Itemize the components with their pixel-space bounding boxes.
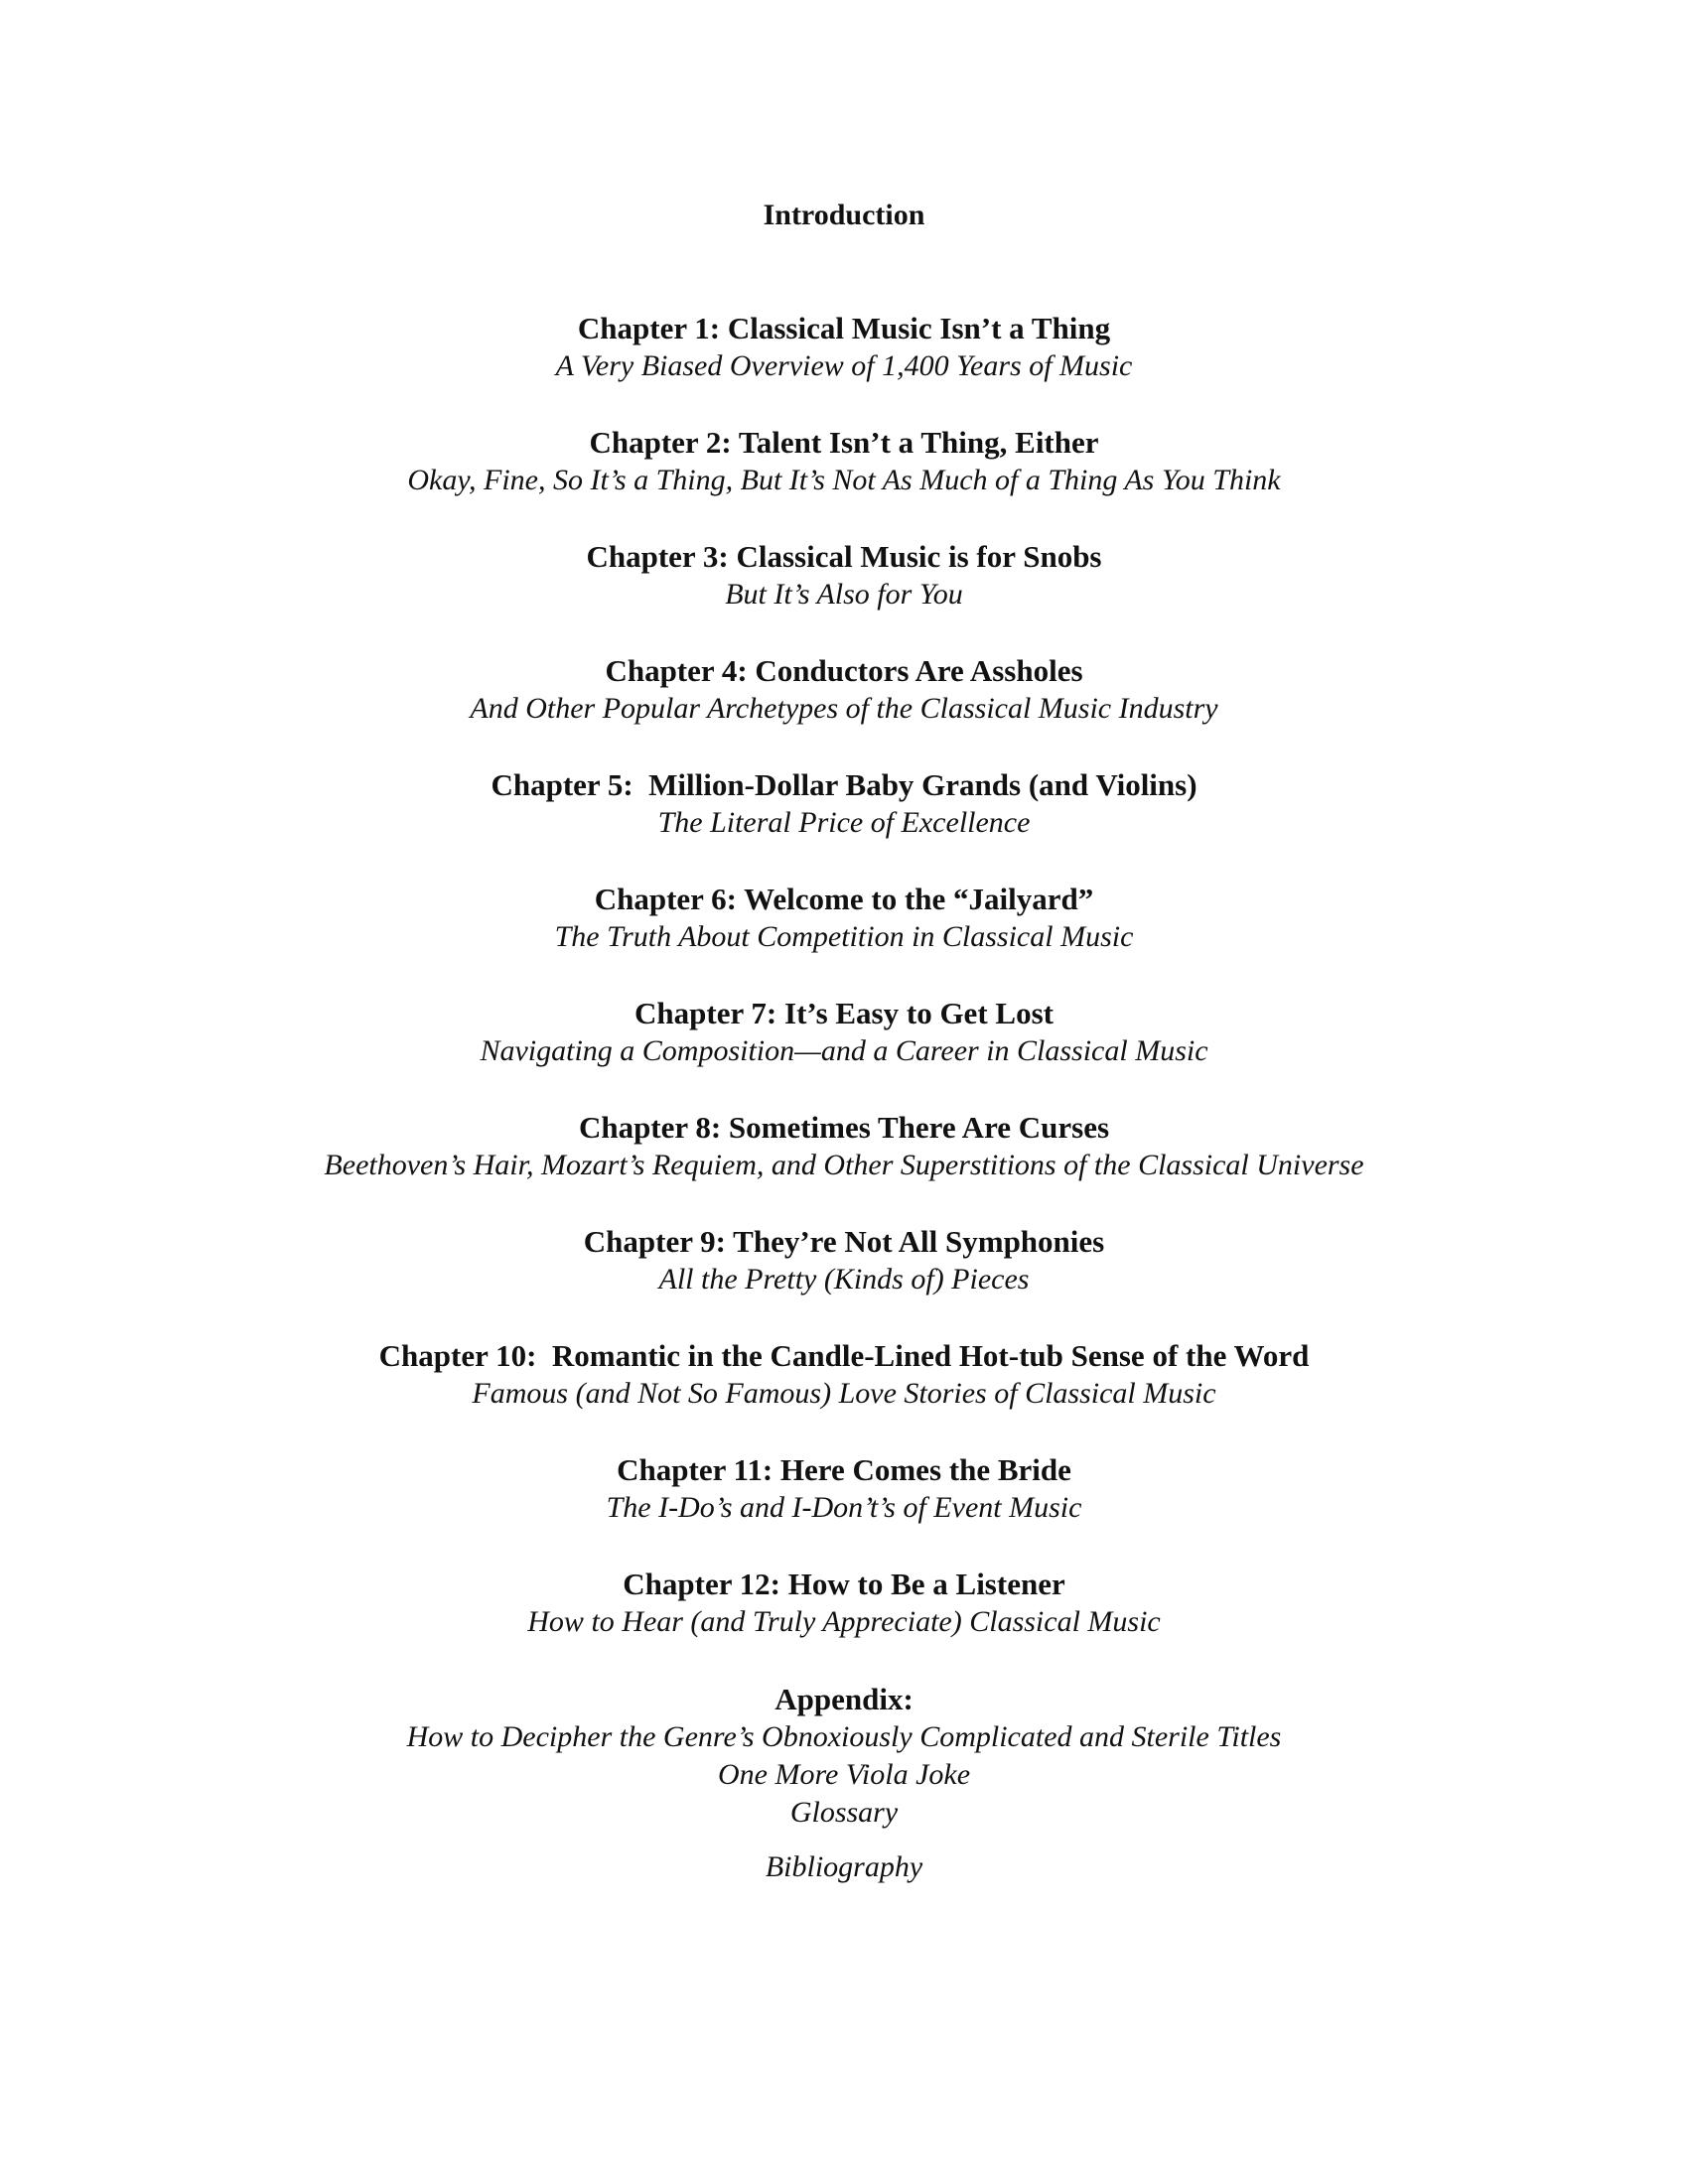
chapter-entry-5 bbox=[0, 766, 1688, 881]
chapter-title: Chapter 2: Talent Isn’t a Thing, Either bbox=[589, 425, 1099, 460]
chapter-entry-8 bbox=[0, 1109, 1688, 1223]
appendix-item: One More Viola Joke bbox=[717, 1758, 971, 1791]
chapter-list bbox=[0, 310, 1688, 1680]
chapter-subtitle: A Very Biased Overview of 1,400 Years of Music bbox=[555, 349, 1133, 382]
chapter-title: Chapter 10: Romantic in the Candle-Lined Hot-tub Sense of the Word bbox=[378, 1338, 1310, 1373]
chapter-entry-2 bbox=[0, 424, 1688, 538]
chapter-title: Chapter 8: Sometimes There Are Curses bbox=[578, 1110, 1110, 1145]
chapter-title: Chapter 12: How to Be a Listener bbox=[623, 1567, 1065, 1601]
chapter-subtitle: Navigating a Composition—and a Career in Classical Music bbox=[480, 1034, 1208, 1067]
chapter-subtitle: Famous (and Not So Famous) Love Stories of Classical Music bbox=[472, 1377, 1216, 1410]
appendix-item: Glossary bbox=[789, 1796, 899, 1829]
chapter-entry-1 bbox=[0, 310, 1688, 424]
chapter-title: Chapter 4: Conductors Are Assholes bbox=[605, 653, 1083, 688]
chapter-subtitle: But It’s Also for You bbox=[725, 578, 963, 611]
chapter-subtitle: Okay, Fine, So It’s a Thing, But It’s Not As Much of a Thing As You Think bbox=[407, 464, 1281, 496]
chapter-subtitle: The I-Do’s and I-Don’t’s of Event Music bbox=[606, 1491, 1082, 1524]
chapter-title: Chapter 7: It’s Easy to Get Lost bbox=[634, 996, 1054, 1030]
appendix-section bbox=[0, 1681, 1688, 1832]
chapter-entry-10 bbox=[0, 1337, 1688, 1451]
chapter-subtitle: All the Pretty (Kinds of) Pieces bbox=[658, 1263, 1030, 1296]
appendix-heading: Appendix: bbox=[774, 1682, 914, 1716]
chapter-subtitle: The Truth About Competition in Classical Music bbox=[554, 920, 1134, 953]
chapter-entry-11 bbox=[0, 1451, 1688, 1566]
chapter-entry-4 bbox=[0, 652, 1688, 766]
chapter-subtitle: Beethoven’s Hair, Mozart’s Requiem, and Other Superstitions of the Classical Universe bbox=[324, 1149, 1364, 1181]
chapter-subtitle: How to Hear (and Truly Appreciate) Classical Music bbox=[527, 1605, 1161, 1638]
chapter-entry-9 bbox=[0, 1223, 1688, 1337]
bibliography-entry: Bibliography bbox=[765, 1850, 923, 1883]
appendix-item: How to Decipher the Genre’s Obnoxiously Complicated and Sterile Titles bbox=[406, 1720, 1282, 1753]
chapter-entry-7 bbox=[0, 995, 1688, 1109]
chapter-entry-6 bbox=[0, 881, 1688, 995]
chapter-title: Chapter 6: Welcome to the “Jailyard” bbox=[594, 882, 1094, 916]
chapter-subtitle: The Literal Price of Excellence bbox=[657, 806, 1031, 839]
chapter-entry-3 bbox=[0, 538, 1688, 652]
chapter-title: Chapter 11: Here Comes the Bride bbox=[617, 1452, 1071, 1487]
chapter-title: Chapter 5: Million-Dollar Baby Grands (and Violins) bbox=[491, 767, 1197, 802]
chapter-subtitle: And Other Popular Archetypes of the Classical Music Industry bbox=[470, 692, 1218, 725]
introduction-heading: Introduction bbox=[763, 199, 925, 231]
chapter-title: Chapter 1: Classical Music Isn’t a Thing bbox=[577, 311, 1111, 345]
chapter-title: Chapter 3: Classical Music is for Snobs bbox=[586, 539, 1102, 574]
chapter-title: Chapter 9: They’re Not All Symphonies bbox=[583, 1224, 1105, 1259]
chapter-entry-12 bbox=[0, 1566, 1688, 1680]
